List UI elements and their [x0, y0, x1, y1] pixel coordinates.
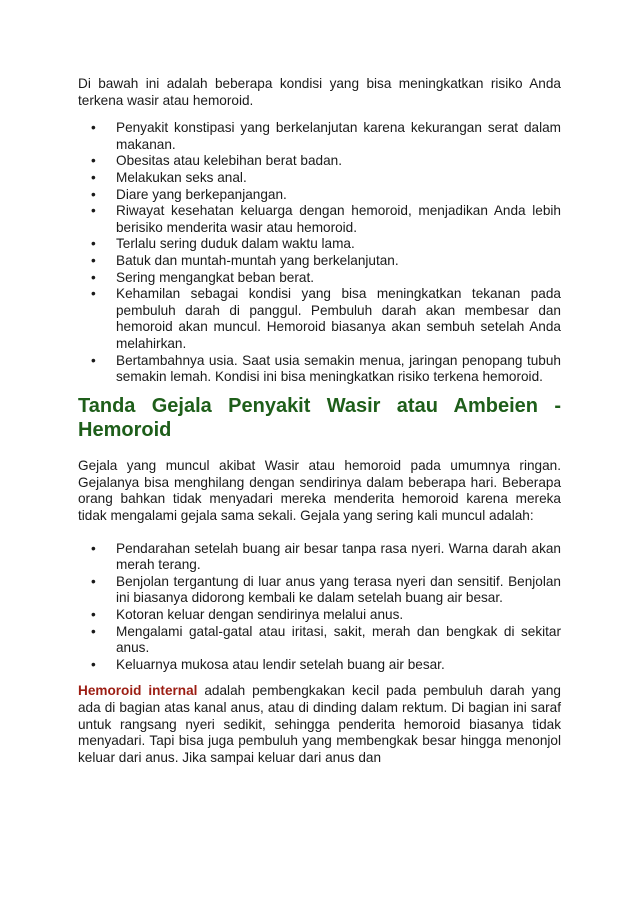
list-item: • Diare yang berkepanjangan. — [78, 187, 561, 204]
paragraph-text: adalah pembengkakan kecil pada pembuluh darah yang ada di bagian atas kanal anus, atau di dinding dalam rektum. Di bagian ini saraf untuk rangsang nyeri sedikit, sehingga penderita hemoroid biasanya tidak menyadari. Tapi bisa juga pembuluh yang membengkak besar hingga menonjol keluar dari anus. Jika sampai keluar dari anus dan — [78, 683, 561, 765]
list-item: • Riwayat kesehatan keluarga dengan hemoroid, menjadikan Anda lebih berisiko menderita wasir atau hemoroid. — [78, 203, 561, 236]
highlighted-term: Hemoroid internal — [78, 683, 198, 699]
internal-hemorrhoid-paragraph — [78, 683, 561, 766]
list-item: • Pendarahan setelah buang air besar tanpa rasa nyeri. Warna darah akan merah terang. — [78, 541, 561, 574]
list-item: • Melakukan seks anal. — [78, 170, 561, 187]
risk-factor-list — [78, 120, 561, 386]
list-item: • Batuk dan muntah-muntah yang berkelanjutan. — [78, 253, 561, 270]
list-item: • Keluarnya mukosa atau lendir setelah buang air besar. — [78, 657, 561, 674]
list-item: • Terlalu sering duduk dalam waktu lama. — [78, 236, 561, 253]
symptom-list — [78, 541, 561, 674]
list-item: • Obesitas atau kelebihan berat badan. — [78, 153, 561, 170]
list-item: • Mengalami gatal-gatal atau iritasi, sakit, merah dan bengkak di sekitar anus. — [78, 624, 561, 657]
intro-paragraph: Di bawah ini adalah beberapa kondisi yang bisa meningkatkan risiko Anda terkena wasir atau hemoroid. — [78, 76, 561, 108]
symptoms-intro-paragraph: Gejala yang muncul akibat Wasir atau hemoroid pada umumnya ringan. Gejalanya bisa menghilang dengan sendirinya dalam beberapa hari. Beberapa orang bahkan tidak menyadari mereka menderita hemoroid karena mereka tidak mengalami gejala sama sekali. Gejala yang sering kali muncul adalah: — [78, 458, 561, 524]
list-item: • Kotoran keluar dengan sendirinya melalui anus. — [78, 607, 561, 624]
list-item: • Sering mengangkat beban berat. — [78, 270, 561, 287]
section-heading: Tanda Gejala Penyakit Wasir atau Ambeien - Hemoroid — [78, 394, 561, 441]
list-item: • Benjolan tergantung di luar anus yang terasa nyeri dan sensitif. Benjolan ini biasanya didorong kembali ke dalam setelah buang air besar. — [78, 574, 561, 607]
list-item: • Bertambahnya usia. Saat usia semakin menua, jaringan penopang tubuh semakin lemah. Kondisi ini bisa meningkatkan risiko terkena hemoroid. — [78, 353, 561, 386]
document-page — [78, 76, 561, 766]
list-item: • Kehamilan sebagai kondisi yang bisa meningkatkan tekanan pada pembuluh darah di panggul. Pembuluh darah akan membesar dan hemoroid akan muncul. Hemoroid biasanya akan sembuh setelah Anda melahirkan. — [78, 286, 561, 352]
list-item: • Penyakit konstipasi yang berkelanjutan karena kekurangan serat dalam makanan. — [78, 120, 561, 153]
